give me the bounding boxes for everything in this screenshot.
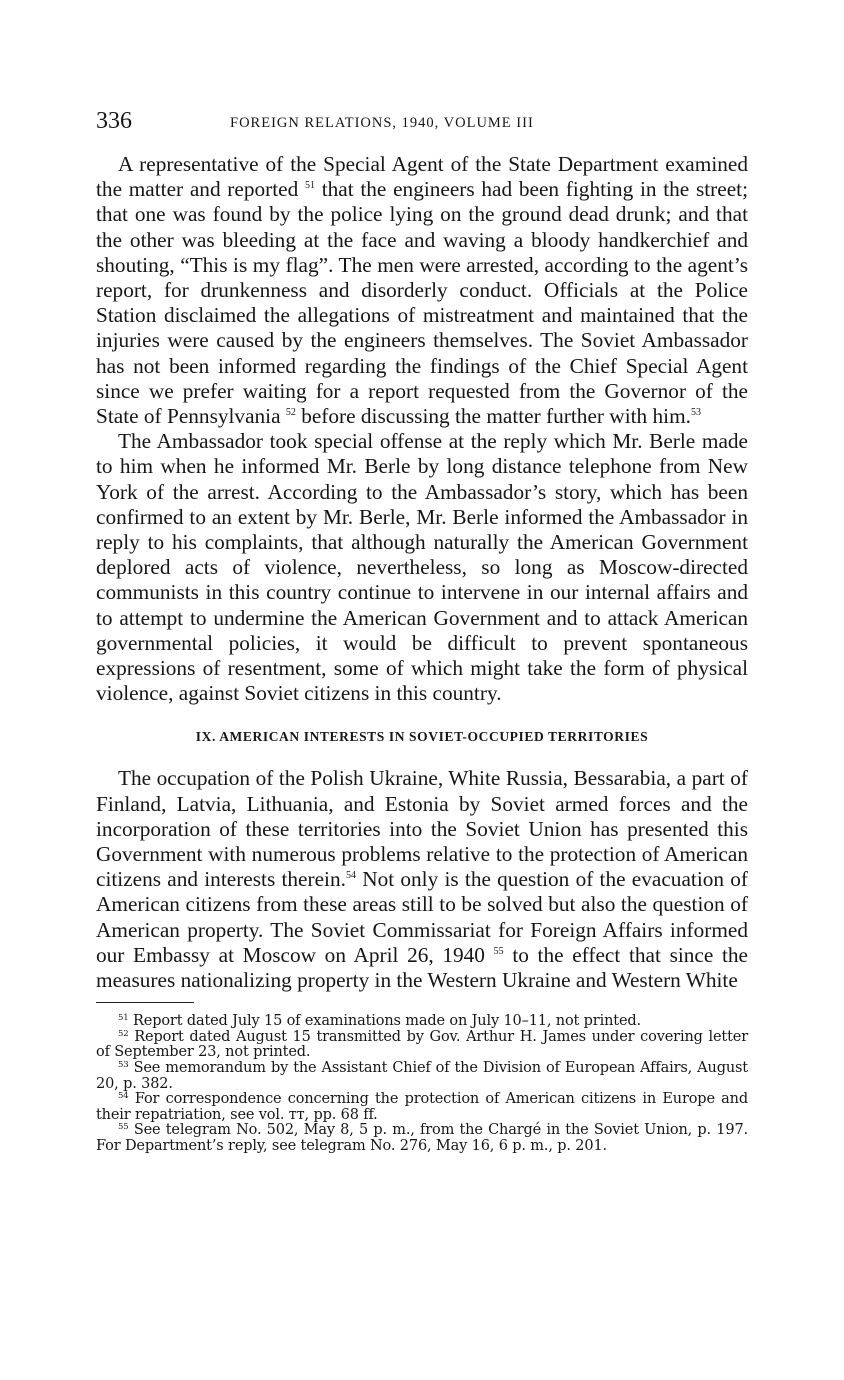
footnote-text: See memorandum by the Assistant Chief of the Division of European Affairs, August 20, p. 382. (96, 1060, 748, 1092)
footnote-divider (96, 1002, 194, 1003)
footnote-number: 52 (118, 1028, 129, 1039)
paragraph-text: before discussing the matter further with him. (301, 404, 691, 429)
paragraph-text: A representative of the Special Agent of the State Department examined the matter and reported (96, 152, 748, 202)
document-page (96, 108, 748, 1155)
paragraph-berle-reply: The Ambassador took special offense at the reply which Mr. Berle made to him when he informed Mr. Berle by long distance telephone from New York of the arrest. According to the Ambassador’s story, which has been confirmed to an extent by Mr. Berle, Mr. Berle informed the Ambassador in reply to his complaints, that although naturally the American Government deplored acts of violence, nevertheless, so long as Moscow-directed communists in this country continue to intervene in our internal affairs and to attempt to undermine the American Government and to attack American governmental policies, it would be difficult to prevent spontaneous expressions of resentment, some of which might take the form of physical violence, against Soviet citizens in this country. (96, 429, 748, 706)
footnote-text: See telegram No. 502, May 8, 5 p. m., from the Chargé in the Soviet Union, p. 197. For Department’s reply, see telegram No. 276, May 16, 6 p. m., p. 201. (96, 1122, 748, 1155)
paragraph-text: The occupation of the Polish Ukraine, White Russia, Bessarabia, a part of Finland, Latvia, Lithuania, and Estonia by Soviet armed forces and the incorporation of these territories into the Soviet Union has presented this Government with numerous problems relative to the protection of American citizens and interests therein. (96, 766, 748, 892)
running-title: FOREIGN RELATIONS, 1940, VOLUME III (230, 115, 534, 131)
footnote-ref-52: 52 (285, 407, 296, 419)
page-number: 336 (96, 108, 132, 134)
footnote-number: 53 (118, 1060, 129, 1071)
footnote-54 (96, 1092, 748, 1123)
footnotes (96, 1014, 748, 1154)
footnote-55 (96, 1123, 748, 1154)
footnote-53 (96, 1061, 748, 1092)
footnote-ref-53: 53 (690, 407, 701, 419)
footnote-text: Report dated August 15 transmitted by Gov. Arthur H. James under covering letter of September 23, not printed. (96, 1028, 748, 1061)
footnote-51 (96, 1014, 748, 1030)
footnote-52 (96, 1030, 748, 1061)
section-heading: IX. AMERICAN INTERESTS IN SOVIET-OCCUPIED TERRITORIES (195, 729, 649, 745)
footnote-ref-51: 51 (304, 180, 315, 192)
footnote-number: 55 (118, 1122, 129, 1133)
footnote-ref-55: 55 (493, 945, 504, 957)
paragraph-text: to the effect that since the measures nationalizing property in the Western Ukraine and Western White (96, 942, 749, 993)
footnote-number: 54 (118, 1091, 129, 1102)
footnote-ref-54: 54 (345, 870, 356, 882)
running-header (96, 108, 748, 138)
footnote-number: 51 (118, 1013, 129, 1024)
footnote-text: Report dated July 15 of examinations made on July 10–11, not printed. (133, 1013, 641, 1030)
paragraph-text: Not only is the question of the evacuation of American citizens from these areas still to be solved but also the question of American property. The Soviet Commissariat for Foreign Affairs informed our Embassy at Moscow on April 26, 1940 (96, 867, 749, 967)
footnote-text: For correspondence concerning the protection of American citizens in Europe and their repatriation, see vol. ᴛᴛ, pp. 68 ff. (96, 1091, 748, 1123)
paragraph-occupied-territories (96, 766, 748, 993)
paragraph-special-agent-report (96, 152, 748, 429)
paragraph-text: that the engineers had been fighting in the street; that one was found by the police lying on the ground dead drunk; and that the other was bleeding at the face and waving a bloody handkerchief and shouting, “This is my flag”. The men were arrested, according to the agent’s report, for drunkenness and disorderly conduct. Officials at the Police Station disclaimed the allegations of mistreatment and maintained that the injuries were caused by the engineers themselves. The Soviet Ambassador has not been informed regarding the findings of the Chief Special Agent since we prefer waiting for a report requested from the Governor of the State of Pennsylvania (96, 177, 748, 429)
body-text (96, 152, 748, 993)
